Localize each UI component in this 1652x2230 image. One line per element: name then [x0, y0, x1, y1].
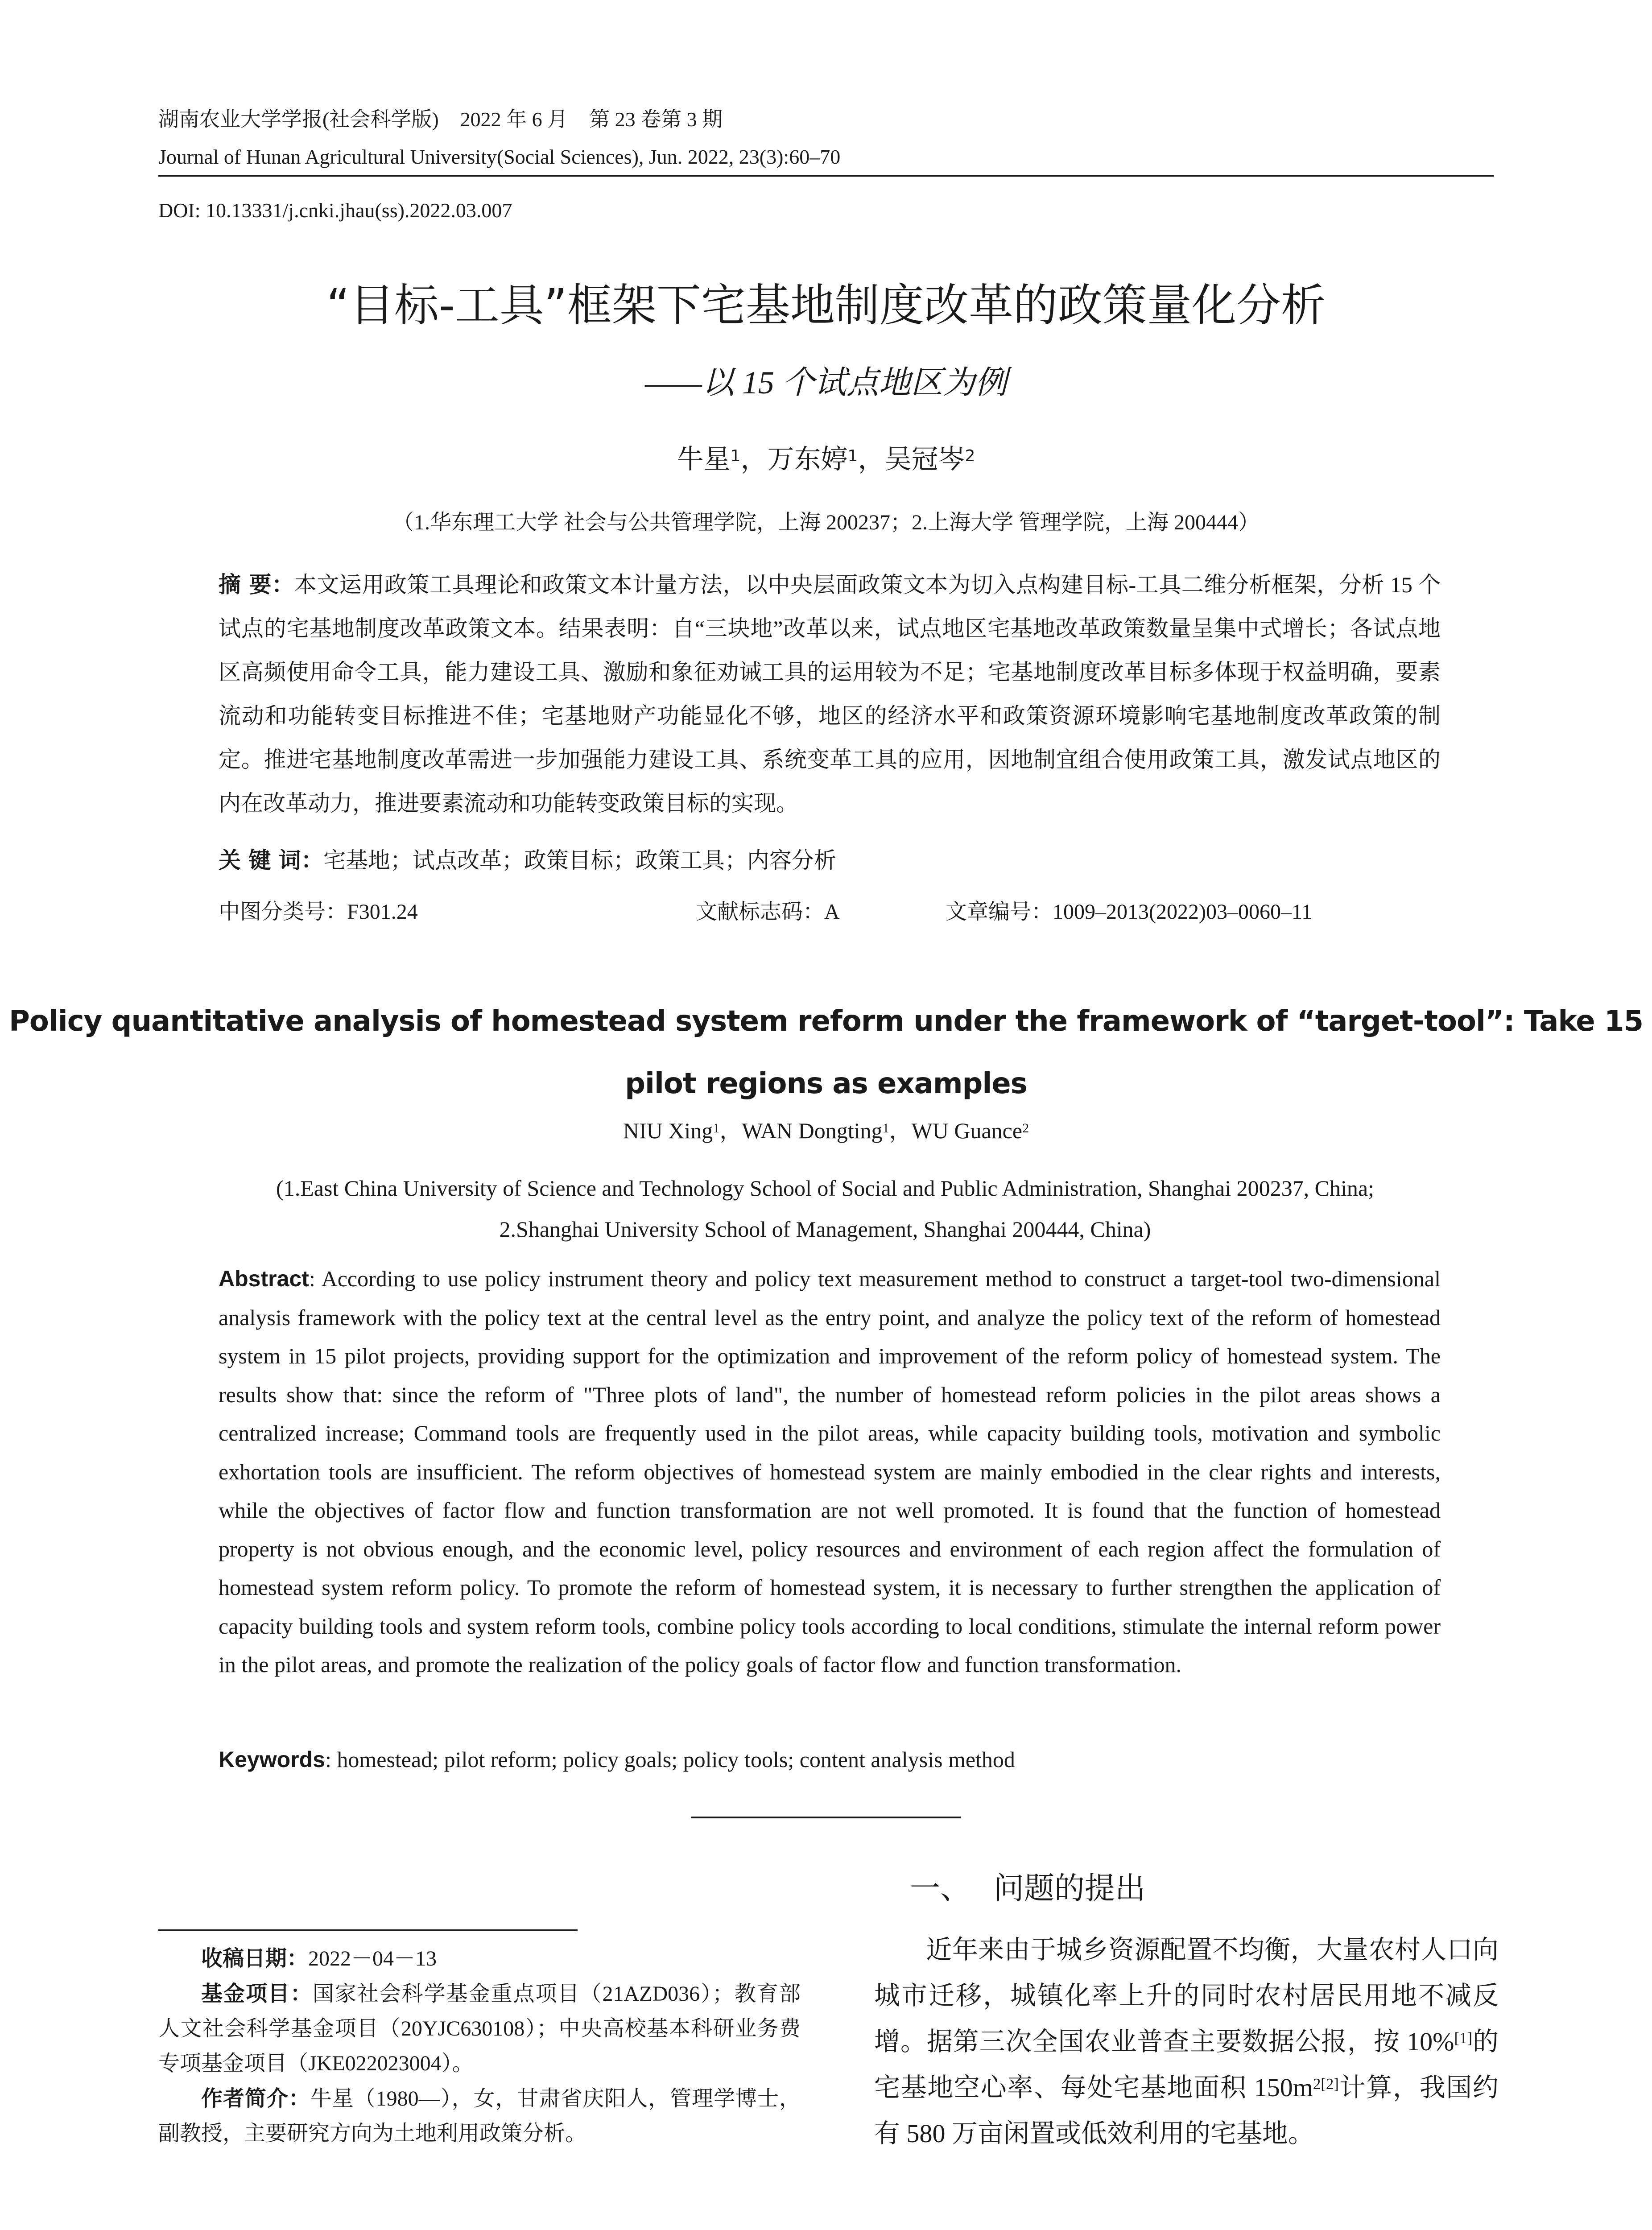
journal-header-en: Journal of Hunan Agricultural University(Social Sciences), Jun. 2022, 23(3):60–70 — [158, 145, 841, 168]
section-heading — [910, 1869, 1169, 1909]
keywords-text-en: : homestead; pilot reform; policy goals; policy tools; content analysis method — [325, 1747, 1015, 1772]
author-bio-label: 作者简介： — [201, 2086, 310, 2111]
author-separator: ， — [889, 1118, 912, 1143]
author-name: WAN Dongting — [742, 1118, 883, 1143]
article-number: 文章编号：1009–2013(2022)03–0060–11 — [946, 900, 1313, 924]
journal-header-cn — [158, 106, 744, 133]
author-name: NIU Xing — [623, 1118, 713, 1143]
keywords-label-en: Keywords — [219, 1747, 325, 1772]
article-title-en: Policy quantitative analysis of homestead system reform under the framework of “target-tool”: Take 15 pilot regions as examples — [8, 1005, 1644, 1100]
author-bio — [158, 2081, 801, 2151]
document-code: 文献标志码：A — [696, 900, 840, 924]
body-text: 计算，我国约有 580 万亩闲置或低效利用的宅基地。 — [874, 2073, 1499, 2148]
author-name: 牛星 — [677, 444, 731, 475]
keywords-label-cn: 关 键 词： — [219, 847, 323, 873]
abstract-label-en: Abstract — [219, 1266, 309, 1291]
affiliation-marker: 2 — [1022, 1120, 1029, 1136]
received-label: 收稿日期： — [201, 1946, 309, 1971]
journal-name-cn: 湖南农业大学学报(社会科学版) — [158, 108, 439, 131]
clc-number: 中图分类号：F301.24 — [219, 900, 418, 924]
author-list-en — [0, 1115, 1652, 1146]
body-text: 近年来由于城乡资源配置不均衡，大量农村人口向城市迁移，城镇化率上升的同时农村居民用地不减反增。据第三次全国农业普查主要数据公报，按 10% — [874, 1935, 1499, 2056]
abstract-label-cn: 摘 要： — [219, 572, 294, 598]
affiliation-marker: 1 — [847, 446, 858, 465]
abstract-cn — [219, 563, 1441, 825]
abstract-text-cn: 本文运用政策工具理论和政策文本计量方法，以中央层面政策文本为切入点构建目标-工具二维分析框架，分析 15 个试点的宅基地制度改革政策文本。结果表明：自“三块地”改革以来，试点地区宅基地改革政策数量呈集中式增长；各试点地区高频使用命令工具，能力建设工具、激励和象征劝诫工具的运用较为不足；宅基地制度改革目标多体现于权益明确，要素流动和功能转变目标推进不佳；宅基地财产功能显化不够，地区的经济水平和政策资源环境影响宅基地制度改革政策的制定。推进宅基地制度改革需进一步加强能力建设工具、系统变革工具的应用，因地制宜组合使用政策工具，激发试点地区的内在改革动力，推进要素流动和功能转变政策目标的实现。 — [219, 572, 1441, 816]
keywords-text-cn: 宅基地；试点改革；政策目标；政策工具；内容分析 — [323, 848, 836, 873]
header-rule — [158, 175, 1494, 177]
fund-info — [158, 1976, 801, 2081]
citation-ref: [2] — [1321, 2075, 1339, 2093]
keywords-en — [219, 1744, 1015, 1775]
section-divider — [691, 1817, 961, 1818]
article-subtitle-cn: ——以 15 个试点地区为例 — [644, 365, 1008, 401]
exponent: 2 — [1313, 2075, 1321, 2093]
author-bio-value: 牛星（1980—），女，甘肃省庆阳人，管理学博士，副教授，主要研究方向为土地利用政策分析。 — [158, 2087, 801, 2145]
affiliation-marker: 1 — [882, 1120, 889, 1136]
author-name: 万东婷 — [767, 444, 848, 475]
section-number: 一、 — [910, 1871, 971, 1906]
author-name: 吴冠岑 — [884, 444, 965, 475]
body-paragraph — [874, 1927, 1499, 2156]
body-text: 的宅基地空心率、每处宅基地面积 150m — [874, 2027, 1499, 2102]
affiliation-marker: 1 — [713, 1120, 720, 1136]
author-separator: ， — [858, 444, 885, 475]
received-value: 2022－04－13 — [308, 1947, 437, 1970]
keywords-cn — [219, 845, 836, 876]
author-name: WU Guance — [911, 1118, 1023, 1143]
fund-label: 基金项目： — [201, 1981, 313, 2006]
affiliation-marker: 2 — [965, 446, 975, 465]
volume-issue-cn: 第 23 卷第 3 期 — [589, 108, 723, 131]
abstract-text-en: : According to use policy instrument theory and policy text measurement method to construct a target-tool two-dimensional analysis framework with the policy text at the central level as the entry point, and analyze the policy text of the reform of homestead system in 15 pilot projects, providing support for the optimization and improvement of the reform policy of homestead system. The results show that: since the reform of "Three plots of land", the number of homestead reform policies in the pilot areas shows a centralized increase; Command tools are frequently used in the pilot areas, while capacity building tools, motivation and symbolic exhortation tools are insufficient. The reform objectives of homestead system are mainly embodied in the clear rights and interests, while the objectives of factor flow and function transformation are not well promoted. It is found that the function of homestead property is not obvious enough, and the economic level, policy resources and environment of each region affect the formulation of homestead system reform policy. To promote the reform of homestead system, it is necessary to further strengthen the application of capacity building tools and system reform tools, combine policy tools according to local conditions, stimulate the internal reform power in the pilot areas, and promote the realization of the policy goals of factor flow and function transformation. — [219, 1266, 1441, 1677]
author-separator: ， — [719, 1118, 742, 1143]
affiliation-en: (1.East China University of Science and Technology School of Social and Public Administration, Shanghai 200237, China; 2.Shanghai University School of Management, Shanghai 200444, China) — [276, 1176, 1374, 1242]
doi-line: DOI: 10.13331/j.cnki.jhau(ss).2022.03.007 — [158, 199, 512, 222]
affiliation-marker: 1 — [730, 446, 741, 465]
section-title: 问题的提出 — [994, 1871, 1146, 1906]
received-date — [158, 1941, 801, 1976]
author-list-cn — [0, 442, 1652, 477]
citation-ref: [1] — [1454, 2029, 1473, 2047]
issue-date-cn: 2022 年 6 月 — [460, 108, 568, 131]
fund-value: 国家社会科学基金重点项目（21AZD036）；教育部人文社会科学基金项目（20YJC630108）；中央高校基本科研业务费专项基金项目（JKE022023004）。 — [158, 1982, 801, 2075]
footnotes — [158, 1941, 801, 2151]
article-title-cn: “目标-工具”框架下宅基地制度改革的政策量化分析 — [326, 279, 1326, 331]
affiliation-cn: （1.华东理工大学 社会与公共管理学院，上海 200237；2.上海大学 管理学院，上海 200444） — [392, 511, 1260, 534]
footnote-rule — [158, 1929, 578, 1931]
author-separator: ， — [740, 444, 768, 475]
abstract-en — [219, 1260, 1441, 1684]
